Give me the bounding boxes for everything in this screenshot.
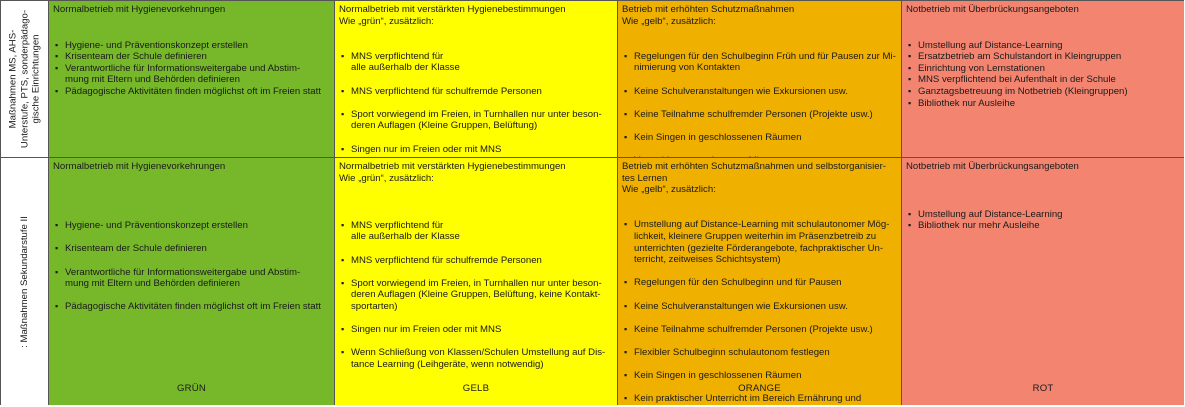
list-item: ▪ Regelungen für den Schulbeginn und für Pausen xyxy=(622,277,897,289)
cell-heading: Betrieb mit erhöhten Schutzmaßnahmen xyxy=(622,4,795,15)
cell-subheading: Wie „gelb“, zusätzlich: xyxy=(622,15,716,27)
list-item xyxy=(622,155,897,157)
row-header-ms-ahs xyxy=(1,1,49,157)
table-row-ms-ahs xyxy=(1,1,1184,158)
row-header-line: Unterstufe, PTS, sonderpädago- xyxy=(18,9,30,149)
list-item: ▪ Einrichtung von Lernstationen xyxy=(906,63,1180,75)
level-label-red: ROT xyxy=(1032,383,1054,395)
list-item: ▪ MNS verpflichtend für schulfremde Personen xyxy=(339,86,613,98)
cell-heading: Betrieb mit erhöhten Schutzmaßnahmen und selbstorganisier- tes Lernen xyxy=(622,161,886,184)
list-item: ▪ Regelungen für den Schulbeginn Früh und für Pausen zur Mi- nimierung von Kontakten xyxy=(622,51,897,74)
list-item: ▪ Keine Schulveranstaltungen wie Exkursionen usw. xyxy=(622,86,897,98)
list-item: ▪ Flexibler Schulbeginn schulautonom festlegen xyxy=(622,347,897,359)
list-item: ▪ MNS verpflichtend für alle außerhalb der Klasse xyxy=(339,51,613,74)
cell-heading: Normalbetrieb mit Hygienevorkehrungen xyxy=(53,161,226,172)
list-item: ▪ Krisenteam der Schule definieren xyxy=(53,51,330,63)
list-item: ▪ Umstellung auf Distance-Learning xyxy=(906,40,1180,52)
cell-yellow xyxy=(335,1,618,157)
cell-heading: Normalbetrieb mit verstärkten Hygienebestimmungen xyxy=(339,4,566,15)
list-item: ▪ Pädagogische Aktivitäten finden möglichst oft im Freien statt xyxy=(53,301,330,313)
table-row-sek2 xyxy=(1,158,1184,405)
cell-heading: Normalbetrieb mit verstärkten Hygienebestimmungen xyxy=(339,161,566,172)
level-label-yellow: GELB xyxy=(462,383,490,395)
row-header-line: : Maßnahmen Sekundarstufe II xyxy=(18,215,30,348)
list-item: ▪ Wenn Schließung von Klassen/Schulen Umstellung auf Dis- tance Learning (Leihgeräte, wenn notwendig) xyxy=(339,347,613,370)
level-label-green: GRÜN xyxy=(176,383,207,395)
list-item: ▪ Verantwortliche für Informationsweitergabe und Abstim- mung mit Eltern und Behörden definieren xyxy=(53,63,330,86)
measure-list xyxy=(622,39,897,157)
cell-orange xyxy=(618,1,902,157)
cell-heading: Normalbetrieb mit Hygienevorkehrungen xyxy=(53,4,226,15)
list-item: ▪ Verantwortliche für Informationsweitergabe und Abstim- mung mit Eltern und Behörden definieren xyxy=(53,267,330,290)
list-item: ▪ Umstellung auf Distance-Learning mit schulautonomer Mög- lichkeit, kleinere Gruppen weiterhin im Präsenzbetreib zu unterrichten (gezielte Förderangebote, fachpraktischer Un- terricht, zeitweises Schichtsystem) xyxy=(622,219,897,265)
list-item: ▪ Keine Schulveranstaltungen wie Exkursionen usw. xyxy=(622,301,897,313)
cell-green xyxy=(49,158,335,405)
list-item: ▪ Sport vorwiegend im Freien, in Turnhallen nur unter beson- deren Auflagen (Kleine Gruppen, Belüftung, keine Kontakt- sportarten) xyxy=(339,278,613,313)
list-item: ▪ MNS verpflichtend bei Aufenthalt in der Schule xyxy=(906,74,1180,86)
list-item: ▪ Kein Singen in geschlossenen Räumen xyxy=(622,132,897,144)
list-item: ▪ Hygiene- und Präventionskonzept erstellen xyxy=(53,220,330,232)
measure-list xyxy=(906,209,1180,232)
measure-list xyxy=(622,208,897,405)
measure-list xyxy=(53,209,330,325)
list-item: ▪ Keine Teilnahme schulfremder Personen (Projekte usw.) xyxy=(622,324,897,336)
list-item: ▪ Ersatzbetrieb am Schulstandort in Kleingruppen xyxy=(906,51,1180,63)
list-item: ▪ Hygiene- und Präventionskonzept erstellen xyxy=(53,40,330,52)
list-item: ▪ Singen nur im Freien oder mit MNS xyxy=(339,324,613,336)
cell-heading: Notbetrieb mit Überbrückungsangeboten xyxy=(906,4,1079,15)
cell-heading: Notbetrieb mit Überbrückungsangeboten xyxy=(906,161,1079,172)
list-item: ▪ Umstellung auf Distance-Learning xyxy=(906,209,1180,221)
list-item: ▪ Bibliothek nur Ausleihe xyxy=(906,98,1180,110)
list-item: ▪ Singen nur im Freien oder mit MNS xyxy=(339,144,613,156)
measure-list xyxy=(339,208,613,382)
cell-subheading: Wie „gelb“, zusätzlich: xyxy=(622,184,716,196)
row-header-line: Maßnahmen MS, AHS- xyxy=(7,29,19,129)
cell-subheading: Wie „grün“, zusätzlich: xyxy=(339,172,434,184)
measure-list xyxy=(53,40,330,98)
list-item: ▪ Krisenteam der Schule definieren xyxy=(53,243,330,255)
cell-red xyxy=(902,158,1184,405)
cell-subheading: Wie „grün“, zusätzlich: xyxy=(339,15,434,27)
cell-orange xyxy=(618,158,902,405)
row-header-sek2 xyxy=(1,158,49,405)
list-item: ▪ Kein praktischer Unterricht im Bereich Ernährung und xyxy=(622,393,897,405)
row-header-line: gische Einrichtungen xyxy=(30,34,42,124)
measure-list xyxy=(906,40,1180,110)
list-item: ▪ Sport vorwiegend im Freien, in Turnhallen nur unter beson- deren Auflagen (Kleine Gruppen, Belüftung) xyxy=(339,109,613,132)
list-item: ▪ MNS verpflichtend für schulfremde Personen xyxy=(339,255,613,267)
list-item: ▪ MNS verpflichtend für alle außerhalb der Klasse xyxy=(339,220,613,243)
cell-yellow xyxy=(335,158,618,405)
list-item: ▪ Kein Singen in geschlossenen Räumen xyxy=(622,370,897,382)
cell-green xyxy=(49,1,335,157)
list-item: ▪ Keine Teilnahme schulfremder Personen (Projekte usw.) xyxy=(622,109,897,121)
cell-red xyxy=(902,1,1184,157)
list-item: ▪ Bibliothek nur mehr Ausleihe xyxy=(906,220,1180,232)
list-item: ▪ Pädagogische Aktivitäten finden möglichst oft im Freien statt xyxy=(53,86,330,98)
measure-list xyxy=(339,39,613,157)
level-label-orange: ORANGE xyxy=(738,383,781,395)
list-item: ▪ Ganztagsbetreuung im Notbetrieb (Kleingruppen) xyxy=(906,86,1180,98)
